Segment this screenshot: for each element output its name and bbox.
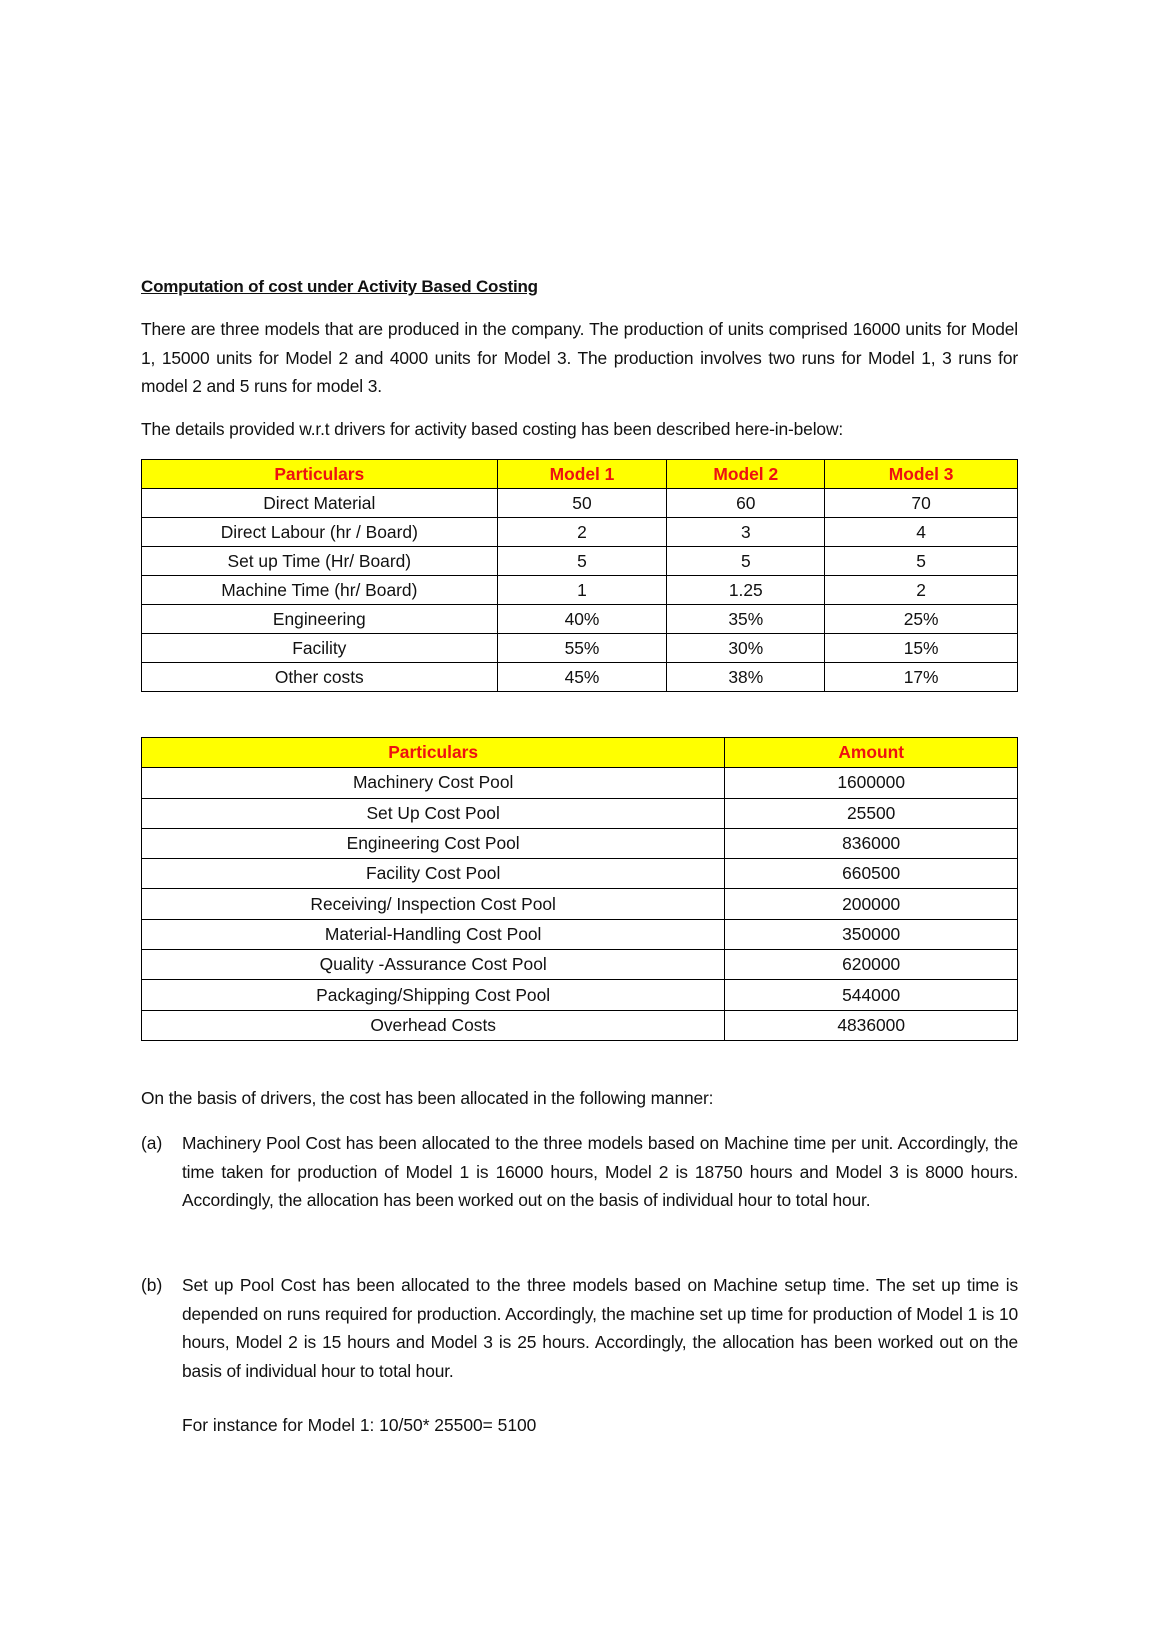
table-cell: Packaging/Shipping Cost Pool xyxy=(142,980,725,1010)
column-header: Model 2 xyxy=(667,460,825,489)
table-cell: 5 xyxy=(825,547,1018,576)
table-cell: 25% xyxy=(825,605,1018,634)
table-row xyxy=(142,828,1018,858)
table-row xyxy=(142,919,1018,949)
table-row xyxy=(142,768,1018,798)
allocation-item-a xyxy=(141,1129,1018,1215)
table-cell: 544000 xyxy=(725,980,1018,1010)
table-cell: 1.25 xyxy=(667,576,825,605)
intro-paragraph: There are three models that are produced in the company. The production of units comprised 16000 units for Model 1, 15000 units for Model 2 and 4000 units for Model 3. The production involves two runs for Model 1, 3 runs for model 2 and 5 runs for model 3. xyxy=(141,319,1018,397)
table-cell: Set up Time (Hr/ Board) xyxy=(142,547,498,576)
table-cell: 17% xyxy=(825,663,1018,692)
table-cell: 40% xyxy=(497,605,667,634)
table-cell: 35% xyxy=(667,605,825,634)
table-row xyxy=(142,889,1018,919)
table-row xyxy=(142,518,1018,547)
table-row xyxy=(142,950,1018,980)
table-cell: Direct Labour (hr / Board) xyxy=(142,518,498,547)
table-cell: 1600000 xyxy=(725,768,1018,798)
table-row xyxy=(142,634,1018,663)
table-cell: Engineering xyxy=(142,605,498,634)
table-header-row xyxy=(142,460,1018,489)
table-row xyxy=(142,489,1018,518)
table-cell: 50 xyxy=(497,489,667,518)
table-row xyxy=(142,980,1018,1010)
table-cell: Set Up Cost Pool xyxy=(142,798,725,828)
table-cell: Overhead Costs xyxy=(142,1010,725,1040)
allocation-intro: On the basis of drivers, the cost has been allocated in the following manner: xyxy=(141,1088,714,1108)
table-cell: Direct Material xyxy=(142,489,498,518)
table-row xyxy=(142,1010,1018,1040)
table-cell: 620000 xyxy=(725,950,1018,980)
table-row xyxy=(142,798,1018,828)
table-cell: Facility xyxy=(142,634,498,663)
table-cell: Quality -Assurance Cost Pool xyxy=(142,950,725,980)
column-header: Model 3 xyxy=(825,460,1018,489)
table-cell: 15% xyxy=(825,634,1018,663)
table-row xyxy=(142,576,1018,605)
table-cell: Other costs xyxy=(142,663,498,692)
list-text: Set up Pool Cost has been allocated to the three models based on Machine setup time. The set up time is depended on runs required for production. Accordingly, the machine set up time for production of Model 1 is 10 hours, Model 2 is 15 hours and Model 3 is 25 hours. Accordingly, the allocation has been worked out on the basis of individual hour to total hour. xyxy=(182,1275,1018,1381)
drivers-table xyxy=(141,459,1018,692)
table-cell: 350000 xyxy=(725,919,1018,949)
table-cell: Receiving/ Inspection Cost Pool xyxy=(142,889,725,919)
table-cell: Material-Handling Cost Pool xyxy=(142,919,725,949)
table-cell: 836000 xyxy=(725,828,1018,858)
table-cell: Machine Time (hr/ Board) xyxy=(142,576,498,605)
table-cell: 55% xyxy=(497,634,667,663)
list-text: Machinery Pool Cost has been allocated to the three models based on Machine time per unit. Accordingly, the time taken for production of Model 1 is 16000 hours, Model 2 is 18750 hours and Model 3 is 8000 hours. Accordingly, the allocation has been worked out on the basis of individual hour to total hour. xyxy=(182,1133,1018,1211)
column-header: Model 1 xyxy=(497,460,667,489)
table-header-row xyxy=(142,738,1018,768)
allocation-item-b xyxy=(141,1271,1018,1385)
table-cell: 5 xyxy=(667,547,825,576)
table-cell: Engineering Cost Pool xyxy=(142,828,725,858)
table-cell: 2 xyxy=(497,518,667,547)
list-label: (a) xyxy=(141,1133,163,1153)
column-header: Particulars xyxy=(142,460,498,489)
table-cell: 5 xyxy=(497,547,667,576)
table-cell: Machinery Cost Pool xyxy=(142,768,725,798)
table-row xyxy=(142,859,1018,889)
table-cell: 4 xyxy=(825,518,1018,547)
table-row xyxy=(142,547,1018,576)
drivers-intro: The details provided w.r.t drivers for activity based costing has been described here-in-below: xyxy=(141,419,844,439)
table-cell: 30% xyxy=(667,634,825,663)
document-title: Computation of cost under Activity Based Costing xyxy=(141,277,538,296)
cost-pool-table xyxy=(141,737,1018,1041)
table-cell: 200000 xyxy=(725,889,1018,919)
list-label: (b) xyxy=(141,1275,163,1295)
table-cell: Facility Cost Pool xyxy=(142,859,725,889)
table-cell: 38% xyxy=(667,663,825,692)
table-cell: 2 xyxy=(825,576,1018,605)
table-cell: 60 xyxy=(667,489,825,518)
table-cell: 4836000 xyxy=(725,1010,1018,1040)
table-cell: 70 xyxy=(825,489,1018,518)
table-row xyxy=(142,605,1018,634)
table-cell: 25500 xyxy=(725,798,1018,828)
table-row xyxy=(142,663,1018,692)
table-cell: 45% xyxy=(497,663,667,692)
column-header: Particulars xyxy=(142,738,725,768)
table-cell: 3 xyxy=(667,518,825,547)
column-header: Amount xyxy=(725,738,1018,768)
table-cell: 1 xyxy=(497,576,667,605)
example-calculation: For instance for Model 1: 10/50* 25500= 5100 xyxy=(182,1415,537,1435)
table-cell: 660500 xyxy=(725,859,1018,889)
